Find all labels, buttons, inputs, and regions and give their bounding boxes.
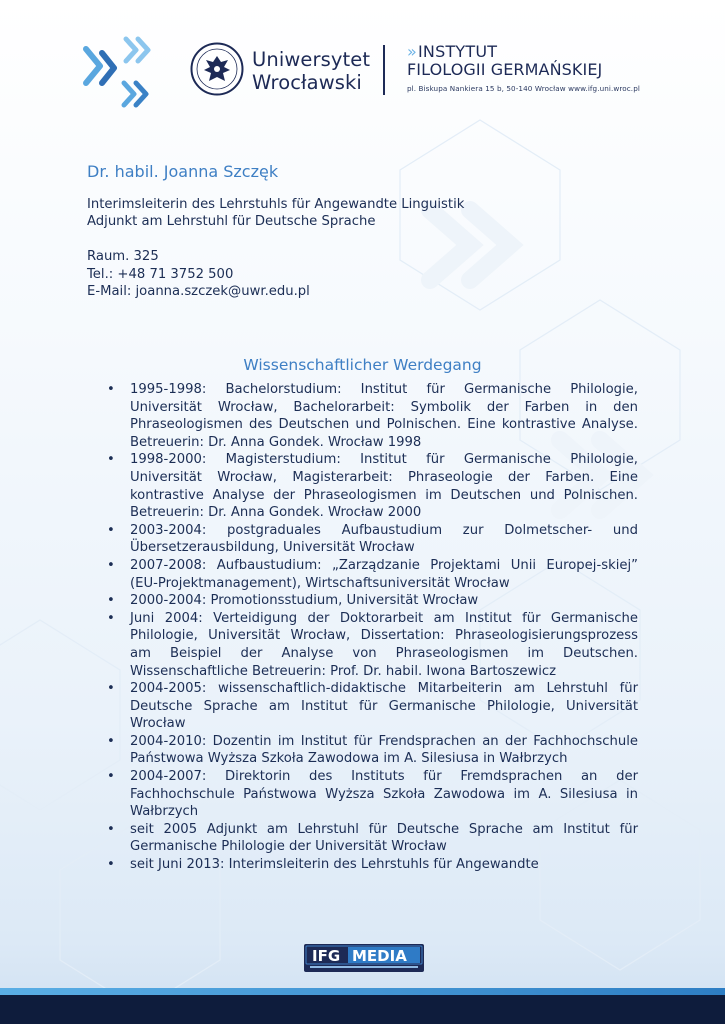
institute-arrows-icon: » bbox=[407, 42, 417, 61]
institute-address: pl. Biskupa Nankiera 15 b, 50-140 Wrocław www.ifg.uni.wroc.pl bbox=[407, 84, 640, 93]
institute-block bbox=[407, 43, 640, 93]
list-item: • 2000-2004: Promotionsstudium, Universität Wrocław bbox=[107, 592, 638, 610]
institute-chevrons-logo bbox=[80, 35, 160, 110]
person-role-1: Interimsleiterin des Lehrstuhls für Angewandte Linguistik bbox=[87, 197, 465, 212]
list-item: • seit 2005 Adjunkt am Lehrstuhl für Deutsche Sprache am Institut für Germanische Philologie der Universität Wrocław bbox=[107, 821, 638, 856]
institute-line2: FILOLOGII GERMAŃSKIEJ bbox=[407, 60, 603, 79]
person-phone: Tel.: +48 71 3752 500 bbox=[87, 266, 234, 282]
university-name-line1: Uniwersytet bbox=[252, 48, 371, 71]
list-item: • 1995-1998: Bachelorstudium: Institut für Germanische Philologie, Universität Wrocław, Bachelorarbeit: Symbolik der Farben in den Phraseologismen des Deutschen und Polnischen. Eine kontrastive Analyse. Betreuerin: Dr. Anna Gondek. Wrocław 1998 bbox=[107, 381, 638, 451]
person-info bbox=[87, 196, 464, 300]
person-email: E-Mail: joanna.szczek@uwr.edu.pl bbox=[87, 284, 310, 300]
ifg-logo-right-text: MEDIA bbox=[352, 947, 407, 965]
header-divider bbox=[383, 45, 385, 95]
institute-line1 bbox=[407, 43, 640, 61]
list-item: • 2003-2004: postgraduales Aufbaustudium zur Dolmetscher- und Übersetzerausbildung, Universität Wrocław bbox=[107, 522, 638, 557]
career-list bbox=[107, 381, 638, 874]
list-item: • Juni 2004: Verteidigung der Doktorarbeit am Institut für Germanische Philologie, Universität Wrocław, Dissertation: Phraseologisierungsprozess am Beispiel der Analyse von Phraseologismen im Deutschen. Wissenschaftliche Betreuerin: Prof. Dr. habil. Iwona Bartoszewicz bbox=[107, 610, 638, 680]
section-title: Wissenschaftlicher Werdegang bbox=[243, 356, 482, 374]
list-item: • 2004-2005: wissenschaftlich-didaktische Mitarbeiterin am Lehrstuhl für Deutsche Sprache am Institut für Germanische Philologie, Universität Wrocław bbox=[107, 680, 638, 733]
university-seal-logo bbox=[190, 42, 244, 96]
institute-line1-text: INSTYTUT bbox=[418, 42, 498, 61]
university-name-line2: Wrocławski bbox=[252, 71, 362, 94]
ifg-media-logo bbox=[304, 944, 424, 972]
spacer bbox=[87, 231, 464, 248]
footer-bar bbox=[0, 995, 725, 1024]
list-item: • 2004-2007: Direktorin des Instituts für Fremdsprachen an der Fachhochschule Państwowa Wyższa Szkoła Zawodowa im A. Silesiusa in Wałbrzych bbox=[107, 768, 638, 821]
list-item: • 2004-2010: Dozentin im Institut für Frendsprachen an der Fachhochschule Państwowa Wyższa Szkoła Zawodowa im A. Silesiusa in Wałbrzych bbox=[107, 733, 638, 768]
person-name: Dr. habil. Joanna Szczęk bbox=[87, 162, 279, 181]
list-item: • seit Juni 2013: Interimsleiterin des Lehrstuhls für Angewandte bbox=[107, 856, 638, 874]
university-name bbox=[252, 48, 370, 94]
list-item: • 1998-2000: Magisterstudium: Institut für Germanische Philologie, Universität Wrocław, Magisterarbeit: Phraseologie der Farben. Eine kontrastive Analyse der Phraseologismen im Deutschen und Polnischen. Betreuerin: Dr. Anna Gondek. Wrocław 2000 bbox=[107, 451, 638, 521]
ifg-logo-left-text: IFG bbox=[312, 947, 341, 965]
person-role-2: Adjunkt am Lehrstuhl für Deutsche Sprache bbox=[87, 214, 376, 230]
list-item: • 2007-2008: Aufbaustudium: „Zarządzanie Projektami Unii Europej-skiej” (EU-Projektmanagement), Wirtschaftsuniversität Wrocław bbox=[107, 557, 638, 592]
person-room: Raum. 325 bbox=[87, 249, 159, 265]
